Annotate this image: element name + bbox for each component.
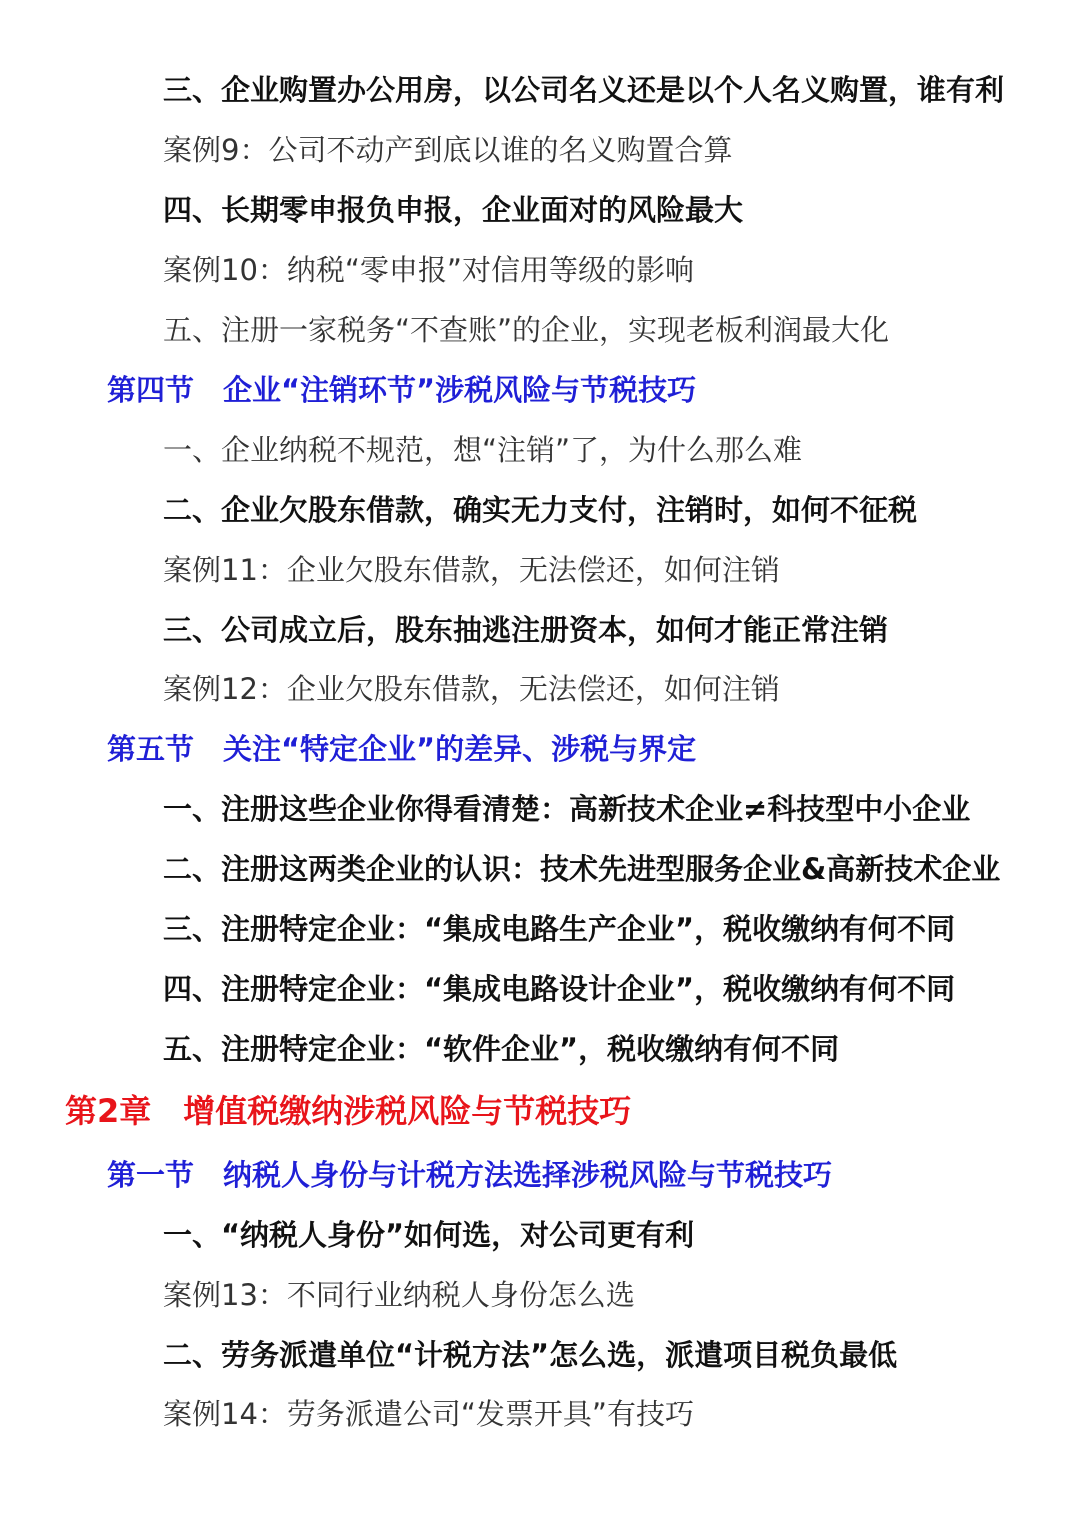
toc-item-1-deregistration: 一、企业纳税不规范，想“注销”了，为什么那么难	[163, 433, 803, 467]
chapter-2-heading: 第2章 增值税缴纳涉税风险与节税技巧	[65, 1092, 632, 1130]
toc-item-4-ic-design: 四、注册特定企业：“集成电路设计企业”，税收缴纳有何不同	[163, 972, 956, 1006]
toc-case-11: 案例11：企业欠股东借款，无法偿还，如何注销	[163, 553, 780, 587]
toc-case-12: 案例12：企业欠股东借款，无法偿还，如何注销	[163, 672, 780, 706]
toc-item-2-labor-dispatch: 二、劳务派遣单位“计税方法”怎么选，派遣项目税负最低	[163, 1338, 898, 1372]
toc-case-14: 案例14：劳务派遣公司“发票开具”有技巧	[163, 1397, 694, 1431]
toc-item-5-no-audit: 五、注册一家税务“不查账”的企业，实现老板利润最大化	[163, 313, 890, 347]
toc-item-3-capital-withdrawal: 三、公司成立后，股东抽逃注册资本，如何才能正常注销	[163, 613, 889, 647]
toc-case-9: 案例9：公司不动产到底以谁的名义购置合算	[163, 133, 733, 167]
toc-item-2-advanced-service: 二、注册这两类企业的认识：技术先进型服务企业&高新技术企业	[163, 852, 1001, 886]
section-1-heading: 第一节 纳税人身份与计税方法选择涉税风险与节税技巧	[107, 1158, 833, 1192]
toc-item-5-software: 五、注册特定企业：“软件企业”，税收缴纳有何不同	[163, 1032, 840, 1066]
toc-item-2-shareholder-loan: 二、企业欠股东借款，确实无力支付，注销时，如何不征税	[163, 493, 918, 527]
toc-item-3-ic-production: 三、注册特定企业：“集成电路生产企业”，税收缴纳有何不同	[163, 912, 956, 946]
toc-case-13: 案例13：不同行业纳税人身份怎么选	[163, 1278, 635, 1312]
section-5-heading: 第五节 关注“特定企业”的差异、涉税与界定	[107, 732, 697, 766]
toc-item-4-zero-filing: 四、长期零申报负申报，企业面对的风险最大	[163, 193, 744, 227]
toc-item-1-taxpayer-identity: 一、“纳税人身份”如何选，对公司更有利	[163, 1218, 695, 1252]
toc-item-1-high-tech: 一、注册这些企业你得看清楚：高新技术企业≠科技型中小企业	[163, 792, 971, 826]
toc-item-3-office-purchase: 三、企业购置办公用房，以公司名义还是以个人名义购置，谁有利	[163, 73, 1005, 107]
section-4-heading: 第四节 企业“注销环节”涉税风险与节税技巧	[107, 373, 697, 407]
toc-case-10: 案例10：纳税“零申报”对信用等级的影响	[163, 253, 694, 287]
